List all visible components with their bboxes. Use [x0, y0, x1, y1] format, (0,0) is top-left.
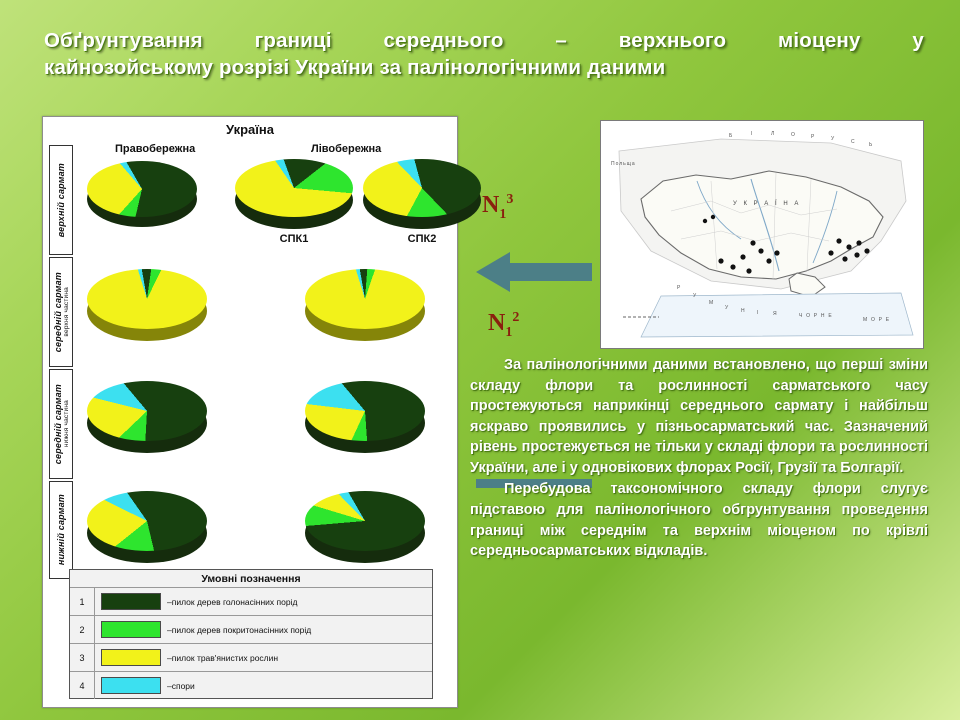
body-text — [470, 355, 928, 562]
svg-text:У К Р А Ї Н А: У К Р А Ї Н А — [733, 201, 801, 207]
title-line-1: Обґрунтування границі середнього – верхнього міоцену у — [44, 29, 924, 52]
pie-sublabel-spk2: СПК2 — [407, 233, 437, 245]
n-base: N — [482, 192, 500, 218]
row-label-seredniy-sarmat-verkh — [49, 257, 73, 367]
pie-chart-r1c2b — [363, 159, 481, 229]
svg-text:М О Р Е: М О Р Е — [863, 317, 891, 323]
svg-text:У: У — [831, 136, 836, 142]
svg-text:О: О — [791, 132, 796, 138]
label-n1-2 — [488, 310, 519, 341]
row-label-nyzhniy-sarmat — [49, 481, 73, 579]
legend-number: 4 — [70, 672, 95, 699]
legend-number: 2 — [70, 616, 95, 643]
svg-text:Я: Я — [773, 311, 778, 317]
map-image — [600, 120, 924, 349]
pie-chart-r3c2 — [305, 381, 425, 453]
legend-number: 3 — [70, 644, 95, 671]
row-label-text: нижній сармат — [56, 494, 66, 566]
svg-text:У: У — [725, 305, 730, 311]
legend-item — [70, 643, 432, 671]
svg-text:Л: Л — [771, 131, 776, 137]
legend-swatch-herbs — [101, 649, 161, 666]
svg-text:Б: Б — [729, 133, 734, 139]
row-label-subtext: верхня частина — [62, 287, 70, 337]
pie-chart-r2c1 — [87, 269, 207, 341]
column-label-right: Лівобережна — [311, 143, 382, 155]
map-svg — [601, 121, 923, 348]
pie-chart-r2c2 — [305, 269, 425, 341]
n-sub: 1 — [499, 206, 507, 222]
svg-text:М: М — [709, 300, 715, 306]
legend-label: –пилок дерев голонасінних порід — [167, 596, 298, 607]
legend-swatch-gymnosperm — [101, 593, 161, 610]
legend-item — [70, 615, 432, 643]
legend-number: 1 — [70, 588, 95, 615]
n-sup: 2 — [512, 310, 520, 325]
label-n1-3 — [482, 192, 513, 223]
title-line-2: кайнозойському розрізі України за палінологічними даними — [44, 55, 666, 79]
row-label-verkhniy-sarmat — [49, 145, 73, 255]
chart-title: Україна — [225, 122, 274, 137]
row-label-text: середній сармат — [52, 271, 63, 353]
row-label-text: верхній сармат — [56, 162, 66, 238]
pie-chart-r3c1 — [87, 381, 207, 453]
svg-text:І: І — [751, 131, 754, 137]
n-sup: 3 — [506, 192, 514, 207]
svg-text:Р: Р — [811, 134, 816, 140]
svg-text:Р: Р — [677, 285, 682, 291]
legend-label: –пилок трав'янистих рослин — [167, 652, 279, 663]
legend-item — [70, 671, 432, 699]
legend-item — [70, 587, 432, 615]
svg-text:У: У — [693, 293, 698, 299]
body-paragraph-2: Перебудова таксономічного складу флори слугує підставою для палінологічного обгрунтування проведення границі між середнім та верхнім міоценом по крівлі середньосарматських відкладів. — [470, 481, 928, 560]
row-label-subtext: нижня частина — [62, 400, 70, 448]
pie-chart-r4c2 — [305, 491, 425, 563]
page-title — [44, 28, 924, 81]
legend-label: –пилок дерев покритонасінних порід — [167, 624, 312, 635]
legend-swatch-spores — [101, 677, 161, 694]
column-label-left: Правобережна — [115, 143, 196, 155]
chart-panel — [42, 116, 458, 708]
svg-text:І: І — [757, 310, 760, 316]
row-label-text: середній сармат — [52, 383, 63, 465]
svg-text:Ч О Р Н Е: Ч О Р Н Е — [799, 313, 833, 319]
pie-chart-r1c1 — [87, 161, 197, 227]
svg-text:С: С — [851, 139, 856, 145]
body-paragraph-1: За палінологічними даними встановлено, що перші зміни складу флори та рослинності сарматського часу простежуються наприкінці середнього сармату і найбільш яскраво проявились у пізньосарматський час. Зазначений рівень простежується не тільки у складі флори та рослинності України, але і у одновікових флорах Росії, Грузії та Болгарії. — [470, 357, 928, 476]
svg-text:Ь: Ь — [869, 142, 874, 148]
legend-label: –спори — [167, 680, 195, 691]
legend-swatch-angiosperm — [101, 621, 161, 638]
n-base: N — [488, 310, 506, 336]
pie-sublabel-spk1: СПК1 — [279, 233, 309, 245]
chart-legend — [69, 569, 433, 699]
svg-text:Польща: Польща — [611, 161, 636, 167]
left-arrow-icon — [476, 252, 592, 292]
svg-text:Н: Н — [741, 308, 746, 314]
n-sub: 1 — [505, 324, 513, 340]
legend-title: Умовні позначення — [201, 573, 301, 585]
pie-chart-r1c2a — [235, 159, 353, 229]
pie-chart-r4c1 — [87, 491, 207, 563]
row-label-seredniy-sarmat-nyzh — [49, 369, 73, 479]
